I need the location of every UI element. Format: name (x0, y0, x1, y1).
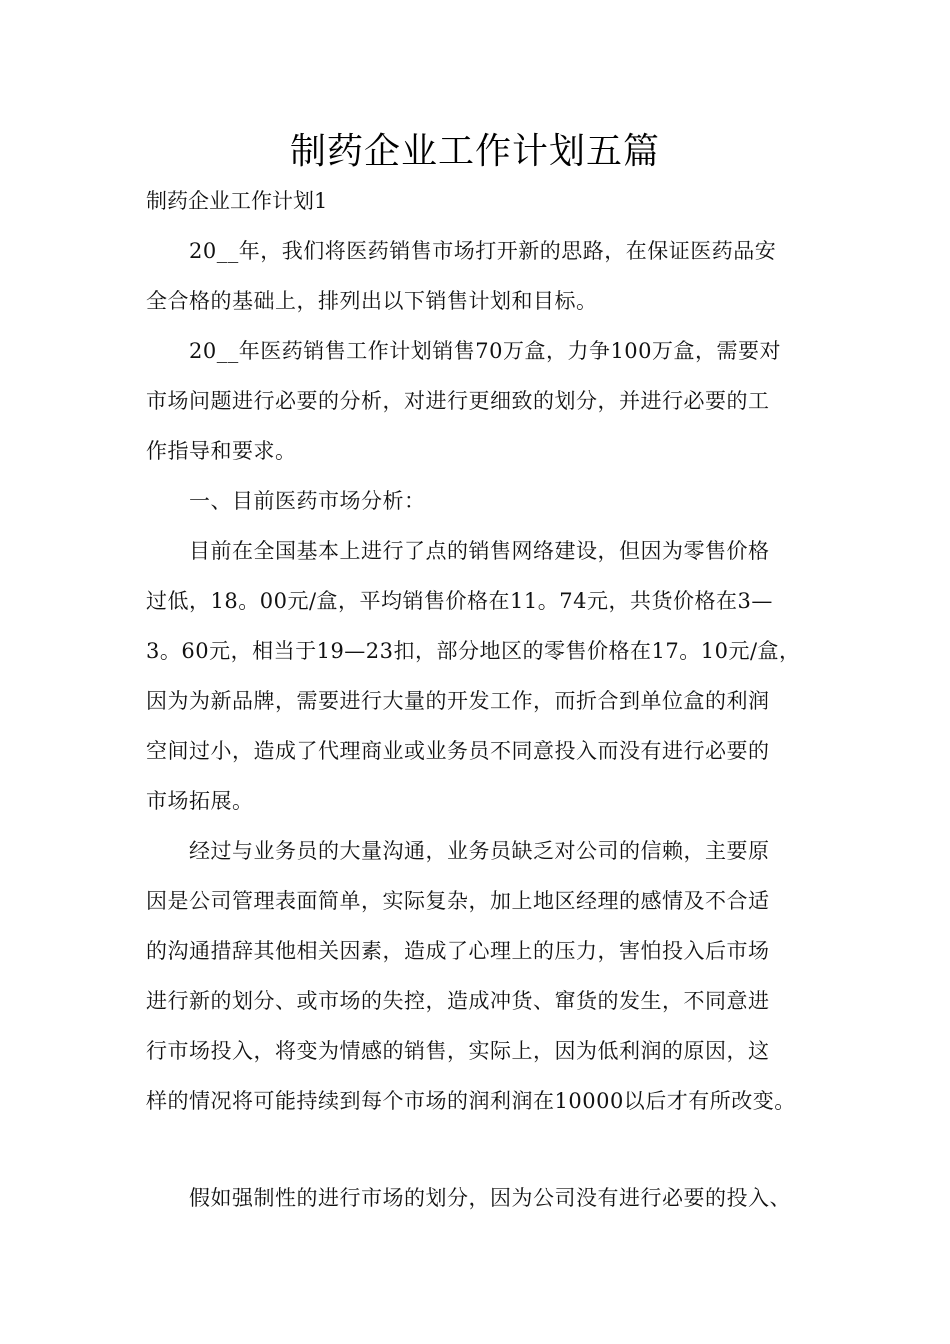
document-title: 制药企业工作计划五篇 (289, 131, 660, 172)
paragraph-line: 的沟通措辞其他相关因素，造成了心理上的压力，害怕投入后市场 (146, 939, 770, 963)
paragraph-line: 假如强制性的进行市场的划分，因为公司没有进行必要的投入、 (189, 1186, 791, 1210)
paragraph-line: 进行新的划分、或市场的失控，造成冲货、窜货的发生，不同意进 (146, 989, 770, 1013)
paragraph-line: 因为为新品牌，需要进行大量的开发工作，而折合到单位盒的利润 (146, 689, 770, 713)
paragraph-line: 目前在全国基本上进行了点的销售网络建设，但因为零售价格 (189, 539, 770, 563)
paragraph-line: 20__年，我们将医药销售市场打开新的思路，在保证医药品安 (189, 239, 777, 263)
paragraph-line: 过低，18。00元/盒，平均销售价格在11。74元，共货价格在3— (146, 589, 773, 613)
paragraph-line: 经过与业务员的大量沟通，业务员缺乏对公司的信赖，主要原 (189, 839, 770, 863)
paragraph-line: 20__年医药销售工作计划销售70万盒，力争100万盒，需要对 (189, 339, 782, 363)
paragraph-line: 因是公司管理表面简单，实际复杂，加上地区经理的感情及不合适 (146, 889, 770, 913)
paragraph-line: 市场问题进行必要的分析，对进行更细致的划分，并进行必要的工 (146, 389, 770, 413)
paragraph-line: 市场拓展。 (146, 789, 254, 813)
paragraph-line: 作指导和要求。 (146, 439, 297, 463)
section-title: 制药企业工作计划1 (146, 189, 328, 213)
paragraph-line: 空间过小，造成了代理商业或业务员不同意投入而没有进行必要的 (146, 739, 770, 763)
paragraph-line: 行市场投入，将变为情感的销售，实际上，因为低利润的原因，这 (146, 1039, 770, 1063)
paragraph-line: 样的情况将可能持续到每个市场的润利润在10000以后才有所改变。 (146, 1089, 796, 1113)
paragraph-line: 3。60元，相当于19—23扣，部分地区的零售价格在17。10元/盒， (146, 639, 801, 663)
paragraph-line: 全合格的基础上，排列出以下销售计划和目标。 (146, 289, 598, 313)
section-heading: 一、目前医药市场分析： (189, 489, 426, 513)
